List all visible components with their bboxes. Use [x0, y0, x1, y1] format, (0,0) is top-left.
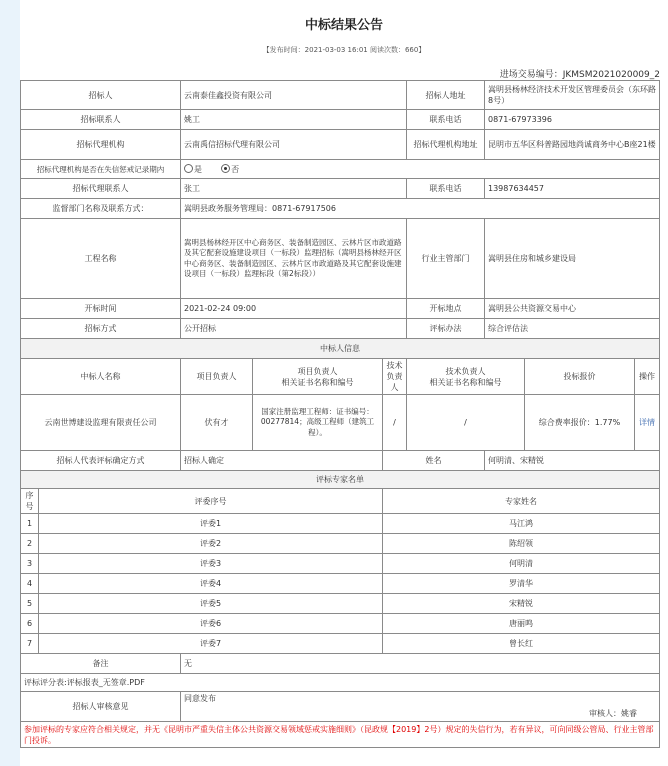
tender-phone-label: 联系电话 — [407, 110, 485, 130]
confirm-method-value: 招标人确定 — [181, 451, 383, 471]
tender-phone-value: 0871-67973396 — [485, 110, 660, 130]
publish-meta: 【发布时间：2021-03-03 16:01 阅读次数：660】 — [262, 46, 426, 54]
method-label: 招标方式 — [21, 319, 181, 339]
reviewer-value: 姚睿 — [621, 709, 638, 718]
winner-name: 云南世博建设监理有限责任公司 — [21, 395, 181, 451]
project-value: 嵩明县杨林经开区中心商务区、装备制造园区、云林片区市政道路及其它配套设施建设项目（一标段）监理招标（嵩明县杨林经开区中心商务区、装备制造园区、云林片区市政道路及其它配套设施建设项目（一标段）监理标段（第2标段）） — [181, 219, 407, 299]
left-strip — [0, 0, 20, 766]
expert-name: 马江鸿 — [383, 514, 660, 534]
footer-notice: 参加评标的专家应符合相关规定，并无《昆明市严重失信主体公共资源交易领域惩戒实施细则》（昆政规【2019】2号）规定的失信行为，若有异议，可向同级公管局、行业主管部门投诉。 — [21, 722, 660, 748]
opinion-value: 同意发布 — [184, 694, 216, 703]
agency-phone-value: 13987634457 — [485, 179, 660, 199]
supervision-value: 嵩明县政务服务管理局：0871-67917506 — [181, 199, 660, 219]
winner-tech-cert-header: 技术负责人 相关证书名称和编号 — [407, 359, 525, 395]
method-value: 公开招标 — [181, 319, 407, 339]
supervision-label: 监督部门名称及联系方式： — [21, 199, 181, 219]
expert-no: 1 — [21, 514, 39, 534]
expert-name-header: 专家姓名 — [383, 489, 660, 514]
expert-no: 4 — [21, 574, 39, 594]
expert-no: 3 — [21, 554, 39, 574]
radio-no[interactable] — [221, 164, 230, 173]
names-value: 何明清、宋精锐 — [485, 451, 660, 471]
agency-label: 招标代理机构 — [21, 130, 181, 160]
expert-row — [21, 634, 660, 654]
expert-name: 陈绍领 — [383, 534, 660, 554]
winner-op-header: 操作 — [635, 359, 660, 395]
agency-value: 云南禹信招标代理有限公司 — [181, 130, 407, 160]
review-report-label: 评标评分表: — [24, 678, 67, 687]
expert-no: 6 — [21, 614, 39, 634]
announcement-table — [20, 80, 660, 748]
winner-section-header: 中标人信息 — [21, 339, 660, 359]
expert-name: 何明清 — [383, 554, 660, 574]
winner-price: 综合费率报价：1.77% — [525, 395, 635, 451]
open-time-value: 2021-02-24 09:00 — [181, 299, 407, 319]
tender-contact-value: 姚工 — [181, 110, 407, 130]
winner-tech-cert: / — [407, 395, 525, 451]
winner-detail-link[interactable]: 详情 — [635, 395, 660, 451]
open-place-value: 嵩明县公共资源交易中心 — [485, 299, 660, 319]
expert-no: 2 — [21, 534, 39, 554]
review-report-file[interactable]: 评标报表_无签章.PDF — [66, 678, 145, 687]
names-label: 姓名 — [383, 451, 485, 471]
expert-row — [21, 514, 660, 534]
expert-no: 5 — [21, 594, 39, 614]
expert-row — [21, 554, 660, 574]
agency-contact-value: 张工 — [181, 179, 407, 199]
tender-contact-label: 招标联系人 — [21, 110, 181, 130]
expert-reviewer: 评委2 — [39, 534, 383, 554]
radio-yes[interactable] — [184, 164, 193, 173]
expert-reviewer: 评委1 — [39, 514, 383, 534]
confirm-method-label: 招标人代表评标确定方式 — [21, 451, 181, 471]
reviewer-label: 审核人： — [589, 709, 622, 718]
expert-section-header: 评标专家名单 — [21, 471, 660, 489]
agency-addr-label: 招标代理机构地址 — [407, 130, 485, 160]
open-time-label: 开标时间 — [21, 299, 181, 319]
winner-tech-header: 技术负责人 — [383, 359, 407, 395]
tenderer-addr-value: 嵩明县杨林经济技术开发区管理委员会（东环路8号） — [485, 81, 660, 110]
tenderer-label: 招标人 — [21, 81, 181, 110]
agency-credit-label: 招标代理机构是否在失信惩戒记录期内 — [21, 160, 181, 179]
winner-name-header: 中标人名称 — [21, 359, 181, 395]
expert-name: 罗清华 — [383, 574, 660, 594]
expert-reviewer: 评委3 — [39, 554, 383, 574]
agency-phone-label: 联系电话 — [407, 179, 485, 199]
tenderer-value: 云南泰佳鑫投资有限公司 — [181, 81, 407, 110]
eval-method-label: 评标办法 — [407, 319, 485, 339]
agency-addr-value: 昆明市五华区科普路园地尚诚商务中心B座21楼 — [485, 130, 660, 160]
open-place-label: 开标地点 — [407, 299, 485, 319]
expert-reviewer-header: 评委序号 — [39, 489, 383, 514]
winner-pm-cert: 国家注册监理工程师：证书编号：00277814；高级工程师（建筑工程）。 — [253, 395, 383, 451]
winner-pm: 伏有才 — [181, 395, 253, 451]
page-title: 中标结果公告 — [304, 18, 383, 33]
expert-row — [21, 614, 660, 634]
agency-contact-label: 招标代理联系人 — [21, 179, 181, 199]
winner-tech: / — [383, 395, 407, 451]
expert-name: 曾长红 — [383, 634, 660, 654]
tenderer-addr-label: 招标人地址 — [407, 81, 485, 110]
expert-row — [21, 534, 660, 554]
expert-row — [21, 574, 660, 594]
expert-reviewer: 评委7 — [39, 634, 383, 654]
winner-pm-header: 项目负责人 — [181, 359, 253, 395]
eval-method-value: 综合评估法 — [485, 319, 660, 339]
expert-reviewer: 评委5 — [39, 594, 383, 614]
expert-name: 宋精锐 — [383, 594, 660, 614]
trade-code: 进场交易编号：JKMSM2021020009_2 — [499, 70, 660, 80]
agency-credit-options — [181, 160, 660, 179]
dept-label: 行业主管部门 — [407, 219, 485, 299]
expert-reviewer: 评委6 — [39, 614, 383, 634]
radio-yes-label: 是 — [194, 164, 202, 174]
expert-no-header: 序号 — [21, 489, 39, 514]
expert-name: 唐丽鸣 — [383, 614, 660, 634]
expert-row — [21, 594, 660, 614]
review-report-row — [21, 674, 660, 692]
expert-reviewer: 评委4 — [39, 574, 383, 594]
project-label: 工程名称 — [21, 219, 181, 299]
remark-label: 备注 — [21, 654, 181, 674]
opinion-cell — [181, 692, 660, 722]
remark-value: 无 — [181, 654, 660, 674]
winner-pm-cert-header: 项目负责人 相关证书名称和编号 — [253, 359, 383, 395]
winner-price-header: 投标报价 — [525, 359, 635, 395]
radio-no-label: 否 — [231, 164, 240, 174]
opinion-label: 招标人审核意见 — [21, 692, 181, 722]
expert-no: 7 — [21, 634, 39, 654]
reviewer-box — [589, 708, 637, 719]
dept-value: 嵩明县住房和城乡建设局 — [485, 219, 660, 299]
